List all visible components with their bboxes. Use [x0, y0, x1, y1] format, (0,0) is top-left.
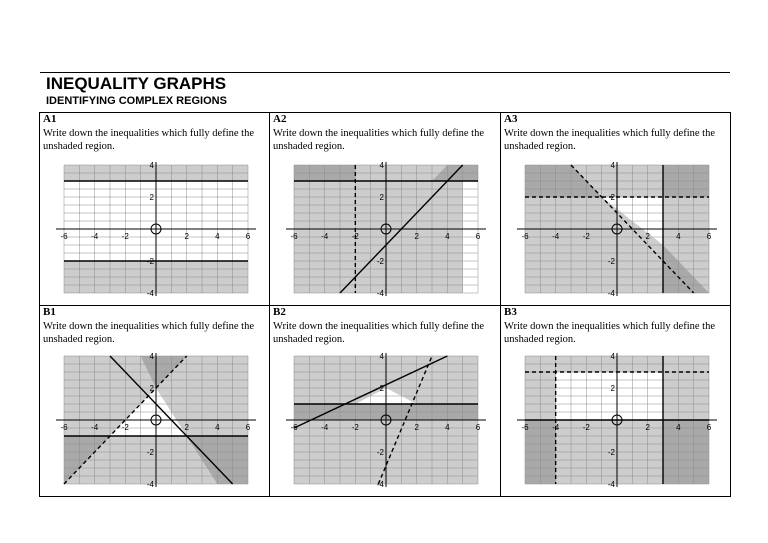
x-tick-label: -6	[290, 232, 298, 241]
x-tick-label: -6	[290, 423, 298, 432]
question-text: Write down the inequalities which fully define the unshaded region.	[273, 321, 484, 345]
y-tick-label: 4	[379, 161, 384, 170]
x-tick-label: 4	[445, 232, 450, 241]
y-tick-label: -4	[376, 289, 384, 297]
question-label: A2	[273, 113, 287, 125]
x-tick-label: -2	[121, 232, 129, 241]
x-tick-label: 2	[184, 232, 189, 241]
question-text: Write down the inequalities which fully define the unshaded region.	[504, 321, 715, 345]
x-tick-label: 4	[215, 423, 220, 432]
question-label: B1	[43, 306, 56, 318]
question-cell-a3	[500, 112, 731, 306]
question-text: Write down the inequalities which fully define the unshaded region.	[504, 128, 715, 152]
question-text: Write down the inequalities which fully define the unshaded region.	[273, 128, 484, 152]
x-tick-label: -2	[351, 232, 359, 241]
y-tick-label: -2	[146, 257, 154, 266]
x-tick-label: 6	[475, 232, 481, 241]
y-tick-label: 2	[379, 193, 384, 202]
x-tick-label: -2	[582, 232, 590, 241]
question-text: Write down the inequalities which fully define the unshaded region.	[43, 321, 254, 345]
y-tick-label: -2	[607, 257, 615, 266]
question-cell-b3	[500, 305, 731, 497]
y-tick-label: -2	[376, 448, 384, 457]
question-cell-a1	[39, 112, 270, 306]
graph-a2	[280, 161, 492, 297]
graph-b2	[280, 352, 492, 488]
x-tick-label: 4	[215, 232, 220, 241]
x-tick-label: 2	[645, 232, 650, 241]
y-tick-label: 4	[149, 352, 154, 361]
x-tick-label: 2	[414, 232, 419, 241]
graph-b1	[50, 352, 262, 488]
x-tick-label: -2	[582, 423, 590, 432]
graph-a3	[511, 161, 723, 297]
y-tick-label: 4	[610, 352, 615, 361]
graph-a1	[50, 161, 262, 297]
header-rule	[40, 72, 730, 73]
y-tick-label: 2	[149, 384, 154, 393]
y-tick-label: -2	[146, 448, 154, 457]
x-tick-label: 6	[706, 232, 712, 241]
y-tick-label: -4	[607, 289, 615, 297]
x-tick-label: -4	[91, 423, 99, 432]
x-tick-label: 4	[445, 423, 450, 432]
page-subtitle: IDENTIFYING COMPLEX REGIONS	[46, 95, 227, 107]
x-tick-label: -4	[91, 232, 99, 241]
x-tick-label: -4	[552, 232, 560, 241]
question-label: A3	[504, 113, 518, 125]
question-label: B2	[273, 306, 286, 318]
y-tick-label: -4	[607, 480, 615, 488]
y-tick-label: -2	[607, 448, 615, 457]
x-tick-label: 6	[706, 423, 712, 432]
question-label: B3	[504, 306, 517, 318]
y-tick-label: -4	[146, 480, 154, 488]
x-tick-label: -6	[521, 232, 529, 241]
x-tick-label: 4	[676, 232, 681, 241]
x-tick-label: 2	[645, 423, 650, 432]
x-tick-label: -4	[321, 232, 329, 241]
x-tick-label: -2	[121, 423, 129, 432]
question-label: A1	[43, 113, 57, 125]
question-text: Write down the inequalities which fully define the unshaded region.	[43, 128, 254, 152]
x-tick-label: -2	[351, 423, 359, 432]
x-tick-label: 2	[414, 423, 419, 432]
x-tick-label: 6	[245, 232, 251, 241]
question-cell-a2	[269, 112, 501, 306]
y-tick-label: -4	[146, 289, 154, 297]
y-tick-label: 2	[149, 193, 154, 202]
x-tick-label: -6	[60, 423, 68, 432]
question-cell-b2	[269, 305, 501, 497]
x-tick-label: -4	[552, 423, 560, 432]
x-tick-label: -4	[321, 423, 329, 432]
y-tick-label: 2	[610, 384, 615, 393]
question-cell-b1	[39, 305, 270, 497]
y-tick-label: -4	[376, 480, 384, 488]
x-tick-label: 6	[475, 423, 481, 432]
graph-b3	[511, 352, 723, 488]
y-tick-label: -2	[376, 257, 384, 266]
x-tick-label: 4	[676, 423, 681, 432]
x-tick-label: -6	[60, 232, 68, 241]
y-tick-label: 4	[379, 352, 384, 361]
y-tick-label: 2	[610, 193, 615, 202]
page-title: INEQUALITY GRAPHS	[46, 74, 227, 93]
y-tick-label: 4	[149, 161, 154, 170]
x-tick-label: 6	[245, 423, 251, 432]
x-tick-label: -6	[521, 423, 529, 432]
y-tick-label: 4	[610, 161, 615, 170]
x-tick-label: 2	[184, 423, 189, 432]
y-tick-label: 2	[379, 384, 384, 393]
